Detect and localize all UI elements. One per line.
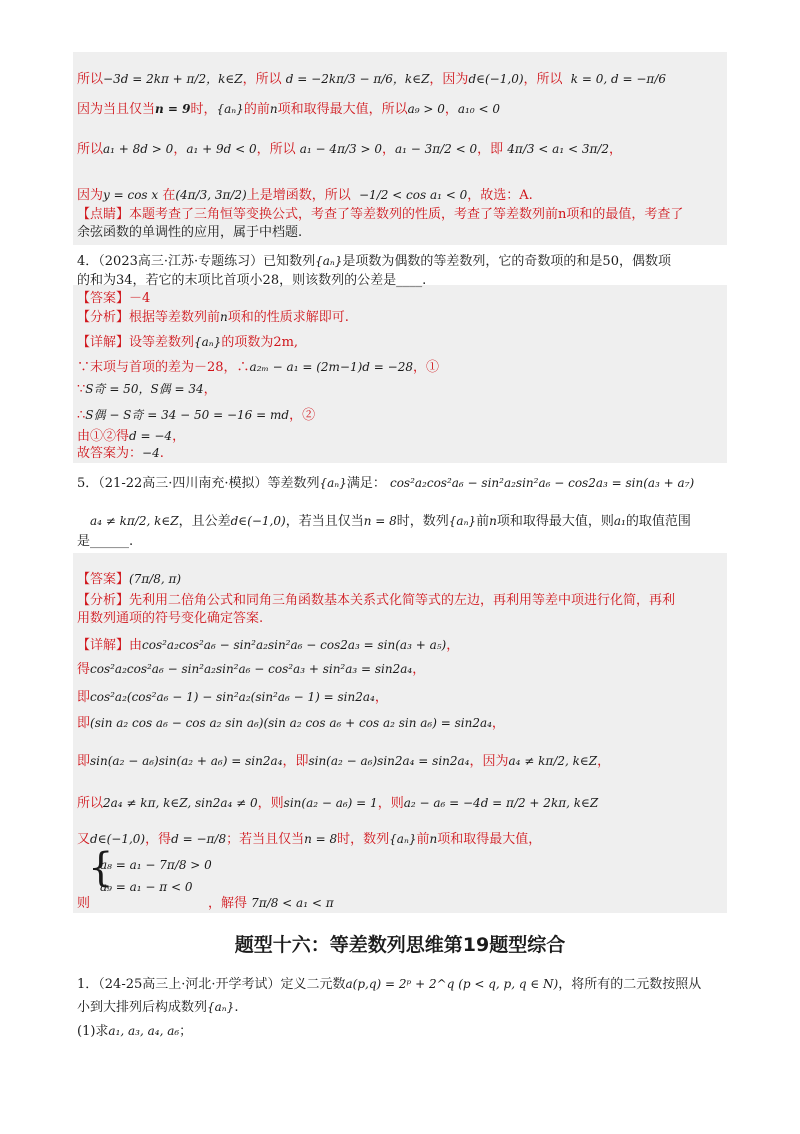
sol-line-1: 所以−3d = 2kπ + π/2，k∈Z，所以 d = −2kπ/3 − π/6，k∈Z，因为d∈(−1,0)，所以 k = 0, d = −π/6 — [77, 72, 666, 87]
formula: a₁ + 8d > 0 — [103, 142, 174, 156]
formula: {aₙ} — [216, 102, 244, 116]
formula: {aₙ} — [319, 476, 347, 490]
formula: n = 8 — [363, 514, 397, 528]
formula: −3d = 2kπ + π/2 — [103, 72, 207, 86]
formula: a₁ — [613, 514, 626, 528]
formula: {aₙ} — [389, 832, 417, 846]
q5-detail-3: 即cos²a₂(cos²a₆ − 1) − sin²a₂(sin²a₆ − 1) = sin2a₄， — [77, 690, 388, 705]
formula: a₈ = a₁ − 7π/8 > 0 — [100, 858, 212, 872]
formula: −1/2 < cos a₁ < 0 — [359, 188, 468, 202]
q1-stem-line-1: 1．（24-25高三上·河北·开学考试）定义二元数a(p,q) = 2ᵖ + 2^q (p < q, p, q ∈ N)，将所有的二元数按照从 — [77, 977, 702, 992]
formula: S偶 − S奇 = 34 − 50 = −16 = md — [85, 408, 290, 422]
formula: a₂ₘ − a₁ = (2m−1)d = −28 — [249, 360, 413, 374]
q4-detail-1: 【详解】设等差数列{aₙ}的项数为2m, — [77, 335, 299, 350]
q5-analysis-2: 用数列通项的符号变化确定答案. — [77, 611, 264, 626]
q1-part-1: (1)求a₁, a₃, a₄, a₆； — [77, 1024, 193, 1039]
q4-detail-6: 故答案为：−4. — [77, 446, 164, 461]
q5-answer: 【答案】(7π/8, π) — [77, 572, 182, 587]
formula: n = 9 — [155, 102, 191, 116]
formula: 2a₄ ≠ kπ, k∈Z, sin2a₄ ≠ 0 — [103, 796, 258, 810]
system-brace: { — [88, 845, 114, 891]
formula: a₉ > 0 — [407, 102, 445, 116]
formula: {aₙ} — [207, 1000, 235, 1014]
q4-answer: 【答案】－4 — [77, 291, 151, 306]
q5-detail-4: 即(sin a₂ cos a₆ − cos a₂ sin a₆)(sin a₂ cos a₆ + cos a₂ sin a₆) = sin2a₄， — [77, 716, 505, 731]
formula: a₉ = a₁ − π < 0 — [100, 880, 193, 894]
formula: {aₙ} — [315, 254, 343, 268]
sol-note-line-2: 余弦函数的单调性的应用，属于中档题. — [77, 225, 303, 240]
formula: (4π/3, 3π/2) — [175, 188, 247, 202]
formula: (sin a₂ cos a₆ − cos a₂ sin a₆)(sin a₂ cos a₆ + cos a₂ sin a₆) = sin2a₄ — [90, 716, 492, 730]
formula: d∈(−1,0) — [468, 72, 524, 86]
formula: n — [220, 310, 228, 324]
q5-detail-9: 则 ，解得 7π/8 < a₁ < π — [77, 896, 334, 911]
q5-detail-6: 所以2a₄ ≠ kπ, k∈Z, sin2a₄ ≠ 0，则sin(a₂ − a₆) = 1，则a₂ − a₆ = −4d = π/2 + 2kπ, k∈Z — [77, 796, 599, 811]
formula: a₁ + 9d < 0 — [186, 142, 257, 156]
formula: {aₙ} — [448, 514, 477, 528]
sol-line-3: 所以a₁ + 8d > 0，a₁ + 9d < 0，所以 a₁ − 4π/3 > 0，a₁ − 3π/2 < 0，即 4π/3 < a₁ < 3π/2， — [77, 142, 623, 157]
formula: cos²a₂cos²a₆ − sin²a₂sin²a₆ − cos2a₃ = sin(a₃ + a₅) — [142, 638, 447, 652]
q1-stem-line-2: 小到大排列后构成数列{aₙ}. — [77, 1000, 239, 1015]
formula: a(p,q) = 2ᵖ + 2^q (p < q, p, q ∈ N) — [345, 977, 559, 991]
formula: 4π/3 < a₁ < 3π/2 — [507, 142, 610, 156]
formula: cos²a₂cos²a₆ − sin²a₂sin²a₆ − cos2a₃ = sin(a₃ + a₇) — [389, 476, 695, 490]
formula: cos²a₂cos²a₆ − sin²a₂sin²a₆ − cos²a₃ + sin²a₃ = sin2a₄ — [90, 662, 413, 676]
q4-detail-3: ∵S奇 = 50，S偶 = 34， — [77, 382, 217, 397]
sol-note-line-1: 【点睛】本题考查了三角恒等变换公式，考查了等差数列的性质，考查了等差数列前n项和的最值，考查了 — [77, 207, 684, 222]
formula: a₂ − a₆ = −4d = π/2 + 2kπ, k∈Z — [403, 796, 599, 810]
formula: d = −2kπ/3 − π/6 — [285, 72, 393, 86]
q4-detail-4: ∴S偶 − S奇 = 34 − 50 = −16 = md，② — [77, 408, 316, 423]
formula: cos²a₂(cos²a₆ − 1) − sin²a₂(sin²a₆ − 1) = sin2a₄ — [90, 690, 375, 704]
formula: y = cos x — [103, 188, 159, 202]
formula: a₁, a₃, a₄, a₆ — [108, 1024, 180, 1038]
q4-analysis: 【分析】根据等差数列前n项和的性质求解即可. — [77, 310, 349, 325]
sol-line-2: 因为当且仅当n = 9时，{aₙ}的前n项和取得最大值，所以a₉ > 0，a₁₀ < 0 — [77, 102, 500, 117]
formula: n = 8 — [304, 832, 338, 846]
formula: n — [489, 514, 497, 528]
sol-line-4: 因为y = cos x 在(4π/3, 3π/2)上是增函数，所以 −1/2 < cos a₁ < 0，故选：A. — [77, 188, 533, 203]
formula: d∈(−1,0) — [230, 514, 286, 528]
formula: −4 — [142, 446, 160, 460]
q5-detail-2: 得cos²a₂cos²a₆ − sin²a₂sin²a₆ − cos²a₃ + sin²a₃ = sin2a₄， — [77, 662, 426, 677]
section-title: 题型十六：等差数列思维第19题型综合 — [234, 934, 566, 956]
q5-detail-7: 又d∈(−1,0)，得d = −π/8；若当且仅当n = 8时，数列{aₙ}前n项和取得最大值， — [77, 832, 542, 847]
q5-detail-1: 【详解】由cos²a₂cos²a₆ − sin²a₂sin²a₆ − cos2a₃ = sin(a₃ + a₅)， — [77, 638, 460, 653]
formula: sin(a₂ − a₆) = 1 — [283, 796, 378, 810]
formula: d∈(−1,0) — [90, 832, 146, 846]
formula: k = 0, d = −π/6 — [570, 72, 666, 86]
formula: n — [269, 102, 278, 116]
formula: sin(a₂ − a₆)sin2a₄ = sin2a₄ — [308, 754, 470, 768]
formula: a₁ − 3π/2 < 0 — [394, 142, 478, 156]
q4-detail-2: ∵末项与首项的差为－28，∴a₂ₘ − a₁ = (2m−1)d = −28，① — [77, 360, 439, 375]
formula: a₄ ≠ kπ/2, k∈Z — [508, 754, 598, 768]
q5-stem-line-1: 5．（21-22高三·四川南充·模拟）等差数列{aₙ}满足： cos²a₂cos²a₆ − sin²a₂sin²a₆ − cos2a₃ = sin(a₃ + a₇) — [77, 476, 695, 491]
formula: {aₙ} — [194, 335, 222, 349]
formula: (7π/8, π) — [129, 572, 182, 586]
q5-stem-line-2: a₄ ≠ kπ/2, k∈Z，且公差d∈(−1,0)，若当且仅当n = 8时，数列{aₙ}前n项和取得最大值，则a₁的取值范围 — [90, 514, 691, 529]
formula: ，k∈Z — [206, 72, 243, 86]
q4-stem-line-2: 的和为34，若它的末项比首项小28，则该数列的公差是____. — [77, 273, 427, 288]
formula: S奇 = 50，S偶 = 34 — [85, 382, 204, 396]
q4-stem-line-1: 4．（2023高三·江苏·专题练习）已知数列{aₙ}是项数为偶数的等差数列，它的奇数项的和是50，偶数项 — [77, 254, 671, 269]
formula: ，k∈Z — [392, 72, 430, 86]
q5-stem-line-3: 是______. — [77, 534, 134, 549]
formula: 7π/8 < a₁ < π — [251, 896, 334, 910]
formula: a₁₀ < 0 — [457, 102, 500, 116]
q4-detail-5: 由①②得d = −4， — [77, 429, 186, 444]
q5-detail-5: 即sin(a₂ − a₆)sin(a₂ + a₆) = sin2a₄，即sin(a₂ − a₆)sin2a₄ = sin2a₄，因为a₄ ≠ kπ/2, k∈Z， — [77, 754, 611, 769]
formula: a₄ ≠ kπ/2, k∈Z — [90, 514, 179, 528]
formula: n — [429, 832, 438, 846]
formula: a₁ − 4π/3 > 0 — [299, 142, 382, 156]
formula: d = −π/8 — [171, 832, 227, 846]
formula: sin(a₂ − a₆)sin(a₂ + a₆) = sin2a₄ — [90, 754, 283, 768]
q5-analysis-1: 【分析】先利用二倍角公式和同角三角函数基本关系式化简等式的左边，再利用等差中项进行化简，再利 — [77, 593, 676, 608]
q5-system-line-1 — [100, 856, 212, 875]
formula: d = −4 — [129, 429, 173, 443]
